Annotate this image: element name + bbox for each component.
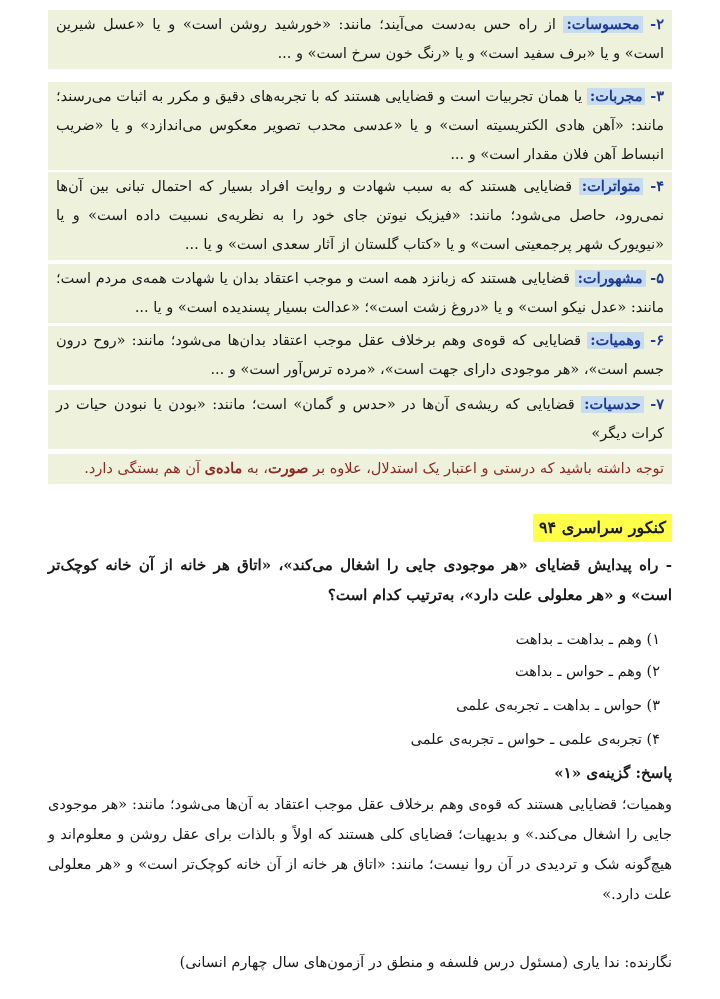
question-text: - راه پیدایش قضایای «هر موجودی جایی را اشغال می‌کند»، «اتاق هر خانه از آن خانه کوچک‌تر است» و «هر معلولی علت دارد»، به‌ترتیب کدام است؟ <box>48 556 672 604</box>
note-emphasis: صورت <box>267 460 309 477</box>
item-number: ۴- <box>650 178 665 195</box>
item-number: ۶- <box>650 332 664 349</box>
author-credit: نگارنده: ندا یاری (مسئول درس فلسفه و منطق در آزمون‌های سال چهارم انسانی) <box>179 955 672 971</box>
item-term: حدسیات: <box>581 396 644 413</box>
note-text: آن هم بستگی دارد. <box>84 461 205 477</box>
item-term: وهمیات: <box>587 332 644 349</box>
item-term: مجربات: <box>587 88 646 105</box>
item-term: متواترات: <box>579 178 644 195</box>
item-number: ۷- <box>650 396 665 413</box>
item-text: قضایایی هستند که به سبب شهادت و روایت افراد بسیار که احتمال تبانی بین آن‌ها نمی‌رود، حاصل می‌شود؛ مانند: «فیزیک نیوتن جای خود را به نظریه‌ی نسبیت داده است» و یا «نیویورک شهر پرجمعیتی است» و یا «کتاب گلستان از آثار سعدی است» و یا ... <box>56 179 664 253</box>
option-2: ۲) وهم ـ حواس ـ بداهت <box>514 664 660 680</box>
item-number: ۲- <box>650 16 664 33</box>
option-4: ۴) تجربه‌ی علمی ـ حواس ـ تجربه‌ی علمی <box>410 732 660 748</box>
answer-text: وهمیات؛ قضایایی هستند که قوه‌ی وهم برخلاف عقل موجب اعتقاد به آن‌ها می‌شود؛ مانند: «هر موجودی جایی را اشغال می‌کند.» و بدیهیات؛ قضایای کلی هستند که اولاً و بالذات برای عقل روشن و معلوم‌اند و هیچ‌گونه شک و تردیدی در آن روا نیست؛ مانند: «اتاق هر خانه از آن خانه کوچک‌تر است» و «هر معلولی علت دارد.» <box>48 797 672 903</box>
note <box>48 454 672 484</box>
item-text: قضایایی که قوه‌ی وهم برخلاف عقل موجب اعتقاد بدان‌ها می‌شود؛ مانند: «روح درون جسم است»، «هر موجودی دارای جهت است»، «مرده ترس‌آور است» و ... <box>56 333 664 378</box>
note-text: ، به <box>242 461 268 477</box>
item-motavaterat <box>48 172 672 260</box>
item-number: ۳- <box>650 88 665 105</box>
note-text: توجه داشته باشید که درستی و اعتبار یک استدلال، علاوه بر <box>308 461 664 477</box>
item-mahsusat <box>48 10 672 69</box>
answer-label: پاسخ: گزینه‌ی «۱» <box>554 764 672 782</box>
note-emphasis: ماده‌ی <box>204 460 243 477</box>
option-3: ۳) حواس ـ بداهت ـ تجربه‌ی علمی <box>456 698 660 714</box>
item-term: مشهورات: <box>575 270 646 287</box>
exam-header: کنکور سراسری ۹۴ <box>533 514 672 542</box>
item-mashhurat <box>48 264 672 323</box>
item-text: قضایایی هستند که زبانزد همه است و موجب اعتقاد بدان یا شهادت همه‌ی مردم است؛ مانند: «عدل نیکو است» و یا «دروغ زشت است»؛ «عدالت بسیار پسندیده است» و یا ... <box>56 271 664 316</box>
item-hadsiyat <box>48 390 672 449</box>
item-text: از راه حس به‌دست می‌آیند؛ مانند: «خورشید روشن است» و یا «عسل شیرین است» و یا «برف سفید است» و یا «رنگ خون سرخ است» و ... <box>56 17 664 62</box>
item-text: یا همان تجربیات است و قضایایی هستند که با تجربه‌های دقیق و مکرر به اثبات می‌رسند؛ مانند: «آهن هادی الکتریسیته است» و یا «عدسی محدب تصویر معکوس می‌اندازد» و یا «ضریب انبساط آهن فلان مقدار است» و ... <box>56 89 664 163</box>
item-text: قضایایی که ریشه‌ی آن‌ها در «حدس و گمان» است؛ مانند: «بودن یا نبودن حیات در کرات دیگر» <box>56 397 664 442</box>
item-number: ۵- <box>650 270 664 287</box>
item-term: محسوسات: <box>563 16 642 33</box>
option-1: ۱) وهم ـ بداهت ـ بداهت <box>515 632 660 648</box>
item-mojarrabat <box>48 82 672 170</box>
item-vahmiyat <box>48 326 672 385</box>
